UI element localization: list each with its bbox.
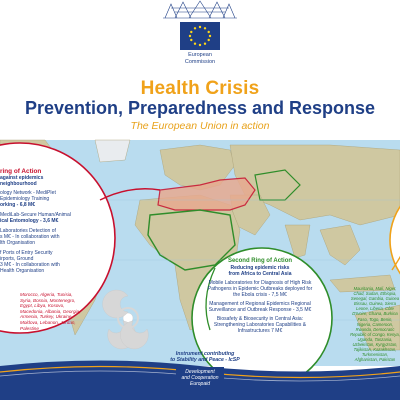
second-ring-item-1: Mobile Laboratories for Diagnosis of High Risk Pathogens in Epidemic Outbreaks deployed for the Ebola crisis - 7,5 M€ xyxy=(207,280,313,298)
first-ring-item-5: ical Entomology - 3,6 M€ xyxy=(0,218,59,224)
second-ring-heading: Second Ring of Action xyxy=(227,258,293,264)
first-ring-item-0: ology Network - MediPIet xyxy=(0,190,56,196)
devco-line1: Development xyxy=(185,369,215,375)
first-ring-panel xyxy=(0,168,88,274)
page-tagline: The European Union in action xyxy=(130,120,270,132)
second-ring-line1: Reducing epidemic risks xyxy=(230,265,290,271)
second-ring-item-3: Biosafety & Biosecurity in Central Asia: Strengthening Laboratories Capabilities & Infrastructures 7 M€ xyxy=(213,316,307,334)
first-ring-item-4: MediLab-Secure Human/Animal xyxy=(0,212,71,218)
eu-flag-icon xyxy=(180,22,220,50)
second-ring-item-2: Management of Regional Epidemics Regional Surveillance and Outbreak Response - 3,5 M€ xyxy=(208,301,312,313)
first-ring-item-13: 3 M€ - In collaboration with xyxy=(0,262,60,268)
icsp-label xyxy=(170,351,240,363)
logo-text-line2: Commission xyxy=(184,58,216,65)
page-title: Health Crisis xyxy=(140,78,260,99)
page-subtitle: Prevention, Preparedness and Response xyxy=(24,98,376,118)
first-ring-item-1: Epidemiology Training xyxy=(0,196,50,202)
first-ring-countries: Morocco, Algeria, Tunisia, Syria, Bosnia, Montenegro, Egypt, Libya, Kosovo, Macedonia, Albania, Georgia, Armenia, Turkey, Ukraine, Moldova, Lebanon, Jordan, Palestine xyxy=(20,292,81,331)
logo-text-line1: European xyxy=(188,52,212,58)
first-ring-item-8: s M€ - In collaboration with xyxy=(0,234,60,240)
second-ring-line2: from Africa to Central Asia xyxy=(228,271,292,277)
first-ring-item-14: Health Organisation xyxy=(0,268,45,274)
first-ring-item-2: orking - 6,8 M€ xyxy=(0,202,36,208)
first-ring-item-7: Laboratories Detection of xyxy=(0,228,56,234)
first-ring-heading: ring of Action xyxy=(0,168,42,175)
first-ring-item-9: lth Organisation xyxy=(0,240,36,246)
first-ring-item-12: irports, Ground xyxy=(0,256,34,262)
european-commission-logo xyxy=(161,0,239,66)
icsp-line1: Instrument contributing xyxy=(175,351,235,357)
devco-box xyxy=(176,367,224,400)
icsp-line2: to Stability and Peace - IcSP xyxy=(170,357,240,363)
second-ring-panel xyxy=(206,258,314,334)
logo-label xyxy=(161,52,239,65)
first-ring-line2: neighbourhood xyxy=(0,181,37,187)
devco-line3: Europaid xyxy=(189,381,210,387)
first-ring-item-11: f Ports of Entry Security xyxy=(0,250,53,256)
devco-line2: and Cooperation xyxy=(181,375,219,381)
first-ring-line1: against epidemics xyxy=(0,175,44,181)
commission-building-icon xyxy=(161,0,239,20)
second-ring-countries: Mauritania, Mali, Niger, Chad, Sudan, Ethiopia, Senegal, Gambia, Guinea Bissau, Guinea, Sierra Leone, Liberia, Côte D'Ivoire, Ghana, Burkina Faso, Togo, Benin, Nigeria, Cameroon, Rwanda, Democratic Republic of Congo, Kenya, Uganda, Tanzania, Uzbekistan, Kyrgyzstan, Tajikistan, Kazakhstan, Turkmenistan, Afghanistan, Pakistan xyxy=(350,286,400,363)
